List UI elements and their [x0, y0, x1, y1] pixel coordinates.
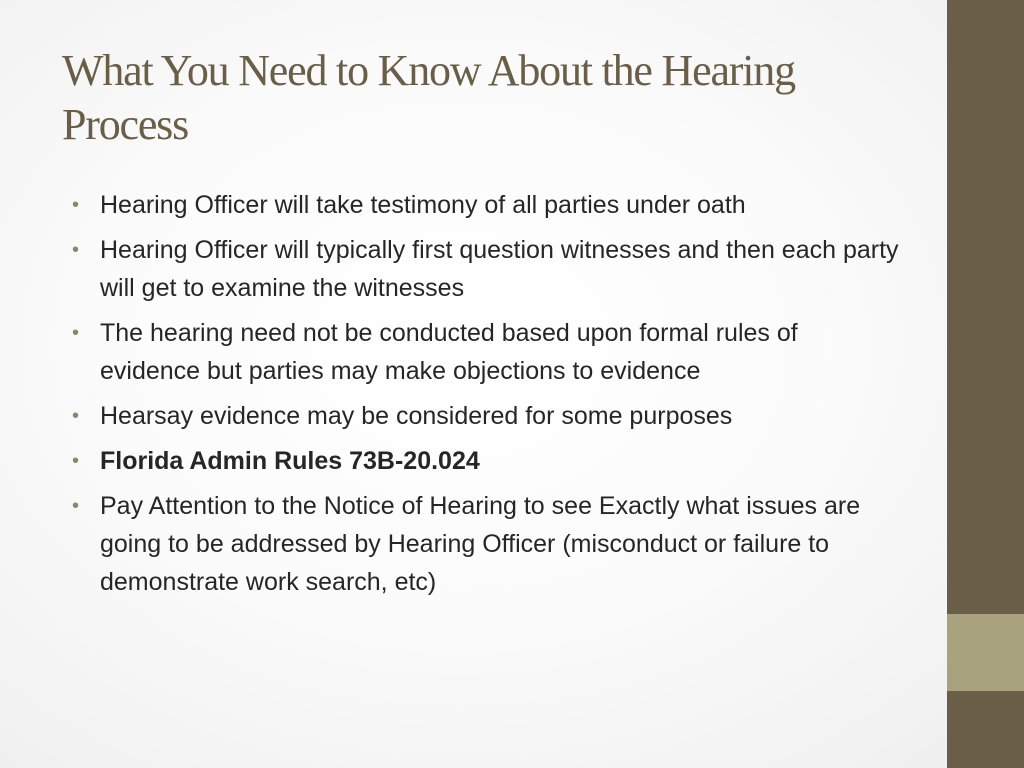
bullet-text: The hearing need not be conducted based upon formal rules of evidence but parties may make objections to evidence: [100, 319, 798, 385]
bullet-item: [72, 314, 902, 390]
bullet-text: Hearsay evidence may be considered for some purposes: [100, 402, 733, 430]
slide-title: What You Need to Know About the Hearing Process: [62, 46, 795, 149]
bullet-marker: •: [72, 495, 80, 517]
bullet-item: [72, 186, 902, 224]
bullet-item: [72, 231, 902, 307]
bullet-text: Hearing Officer will typically first question witnesses and then each party will get to examine the witnesses: [100, 236, 899, 302]
bullet-marker: •: [72, 239, 80, 261]
bullet-marker: •: [72, 194, 80, 216]
bullet-marker: •: [72, 322, 80, 344]
bullet-text: Florida Admin Rules 73B-20.024: [100, 447, 480, 475]
bullet-marker: •: [72, 450, 80, 472]
decorative-side-bar-accent: [947, 614, 1024, 691]
bullet-text: Pay Attention to the Notice of Hearing to see Exactly what issues are going to be addressed by Hearing Officer (misconduct or failure to demonstrate work search, etc): [100, 492, 861, 596]
bullet-item: [72, 487, 902, 601]
bullet-list: [72, 186, 902, 608]
bullet-item-rule-citation: [72, 442, 902, 480]
bullet-marker: •: [72, 405, 80, 427]
bullet-text: Hearing Officer will take testimony of all parties under oath: [100, 191, 746, 219]
bullet-item: [72, 397, 902, 435]
